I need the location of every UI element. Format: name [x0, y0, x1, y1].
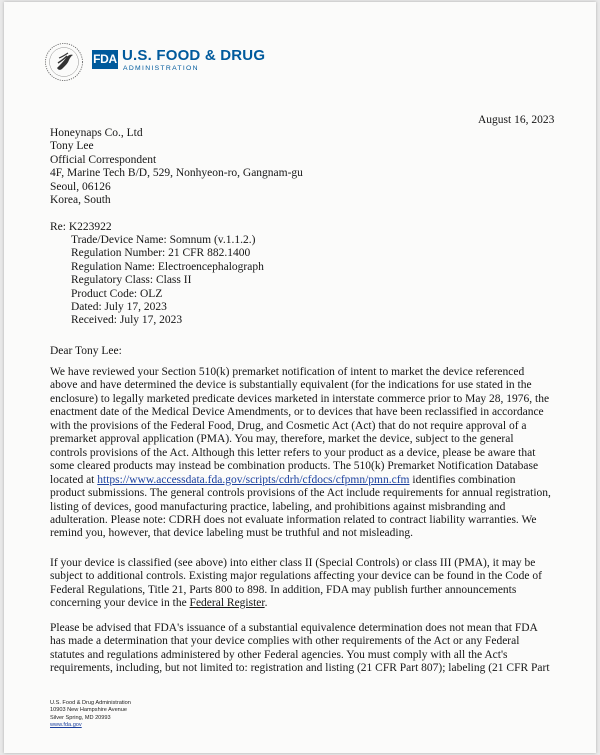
paragraph-line: has made a determination that your device complies with other requirements of the Act or any Federal: [50, 635, 520, 648]
paragraph-line-with-link: [50, 474, 560, 487]
link-prefix: concerning your device in the: [50, 597, 190, 610]
address-line: Korea, South: [50, 194, 111, 207]
paragraph-line: controls provisions of the Act. Although this letter refers to your product as a device, please be aware that: [50, 446, 536, 459]
paragraph-line: with the provisions of the Federal Food, Drug, and Cosmetic Act (Act) that do not require approval of a: [50, 419, 527, 432]
paragraph-line: subject to additional controls. Existing major regulations affecting your device can be found in the Code of: [50, 570, 542, 583]
paragraph-line: enclosure) to legally marketed predicate devices marketed in interstate commerce prior to May 28, 1976, the: [50, 392, 550, 405]
link-prefix: located at: [50, 473, 98, 486]
letter-page: [4, 2, 596, 753]
footer-address: [50, 700, 131, 730]
paragraph-compliance: [50, 622, 560, 676]
paragraph-line: remind you, however, that device labeling must be truthful and not misleading.: [50, 527, 413, 540]
address-line: Honeynaps Co., Ltd: [50, 127, 143, 139]
address-line: Tony Lee: [50, 140, 94, 153]
paragraph-line: enactment date of the Medical Device Amendments, or to devices that have been reclassified in accordance: [50, 406, 544, 419]
paragraph-line: Federal Regulations, Title 21, Parts 800 to 898. In addition, FDA may publish further announcements: [50, 583, 517, 596]
recipient-address: [50, 127, 303, 207]
device-detail-item: Product Code: OLZ: [71, 287, 163, 300]
paragraph-line: listing of devices, good manufacturing practice, labeling, and prohibitions against misbranding and: [50, 500, 506, 513]
paragraph-line: We have reviewed your Section 510(k) premarket notification of intent to market the device referenced: [50, 366, 525, 378]
pmn-database-link[interactable]: https://www.accessdata.fda.gov/scripts/cdrh/cfdocs/cfpmn/pmn.cfm: [97, 473, 410, 486]
device-detail-item: Trade/Device Name: Somnum (v.1.1.2.): [71, 234, 256, 246]
paragraph-equivalence: [50, 366, 560, 541]
paragraph-line: premarket approval application (PMA). You may, therefore, market the device, subject to the general: [50, 433, 514, 446]
footer-line: 10903 New Hampshire Avenue: [50, 707, 128, 714]
device-detail-item: Regulation Number: 21 CFR 882.1400: [71, 247, 251, 260]
paragraph-line-with-link: [50, 597, 560, 610]
device-detail-item: Regulation Name: Electroencephalograph: [71, 260, 264, 273]
federal-register-link[interactable]: Federal Register: [189, 597, 265, 610]
paragraph-line: requirements, including, but not limited to: registration and listing (21 CFR Part 807); labeling (21 CFR Part: [50, 662, 550, 675]
fda-website-link[interactable]: www.fda.gov: [50, 722, 82, 729]
paragraph-line: some cleared products may instead be combination products. The 510(k) Premarket Notification Database: [50, 460, 539, 473]
address-line: Seoul, 06126: [50, 180, 111, 193]
footer-line: Silver Spring, MD 20993: [50, 714, 111, 721]
salutation: Dear Tony Lee:: [50, 345, 122, 357]
paragraph-line: above and have determined the device is substantially equivalent (for the indications for use stated in the: [50, 379, 532, 392]
device-detail-item: Received: July 17, 2023: [71, 314, 183, 327]
paragraph-line: adulteration. Please note: CDRH does not evaluate information related to contract liability warranties. We: [50, 513, 537, 526]
reference-number: Re: K223922: [50, 221, 112, 233]
link-suffix: identifies combination: [409, 473, 516, 486]
device-details: [71, 234, 264, 328]
fda-logo-box: FDA: [92, 50, 118, 69]
device-detail-item: Regulatory Class: Class II: [71, 274, 192, 287]
agency-subtitle: ADMINISTRATION: [123, 65, 199, 72]
agency-name: U.S. FOOD & DRUG: [122, 47, 266, 64]
paragraph-line: statutes and regulations administered by other Federal agencies. You must comply with all the Act's: [50, 648, 508, 661]
link-suffix: .: [264, 597, 268, 610]
hhs-seal-icon: [44, 42, 84, 82]
paragraph-line: product submissions. The general controls provisions of the Act include requirements for annual registration,: [50, 487, 551, 500]
address-line: Official Correspondent: [50, 153, 157, 166]
address-line: 4F, Marine Tech B/D, 529, Nonhyeon-ro, Gangnam-gu: [50, 167, 303, 180]
paragraph-line: If your device is classified (see above) into either class II (Special Controls) or class III (PMA), it may be: [50, 557, 536, 569]
letter-date: August 16, 2023: [478, 114, 555, 126]
paragraph-regulations: [50, 557, 560, 611]
device-detail-item: Dated: July 17, 2023: [71, 301, 167, 314]
paragraph-line: Please be advised that FDA's issuance of a substantial equivalence determination does not mean that FDA: [50, 622, 538, 634]
footer-line: U.S. Food & Drug Administration: [50, 700, 131, 706]
